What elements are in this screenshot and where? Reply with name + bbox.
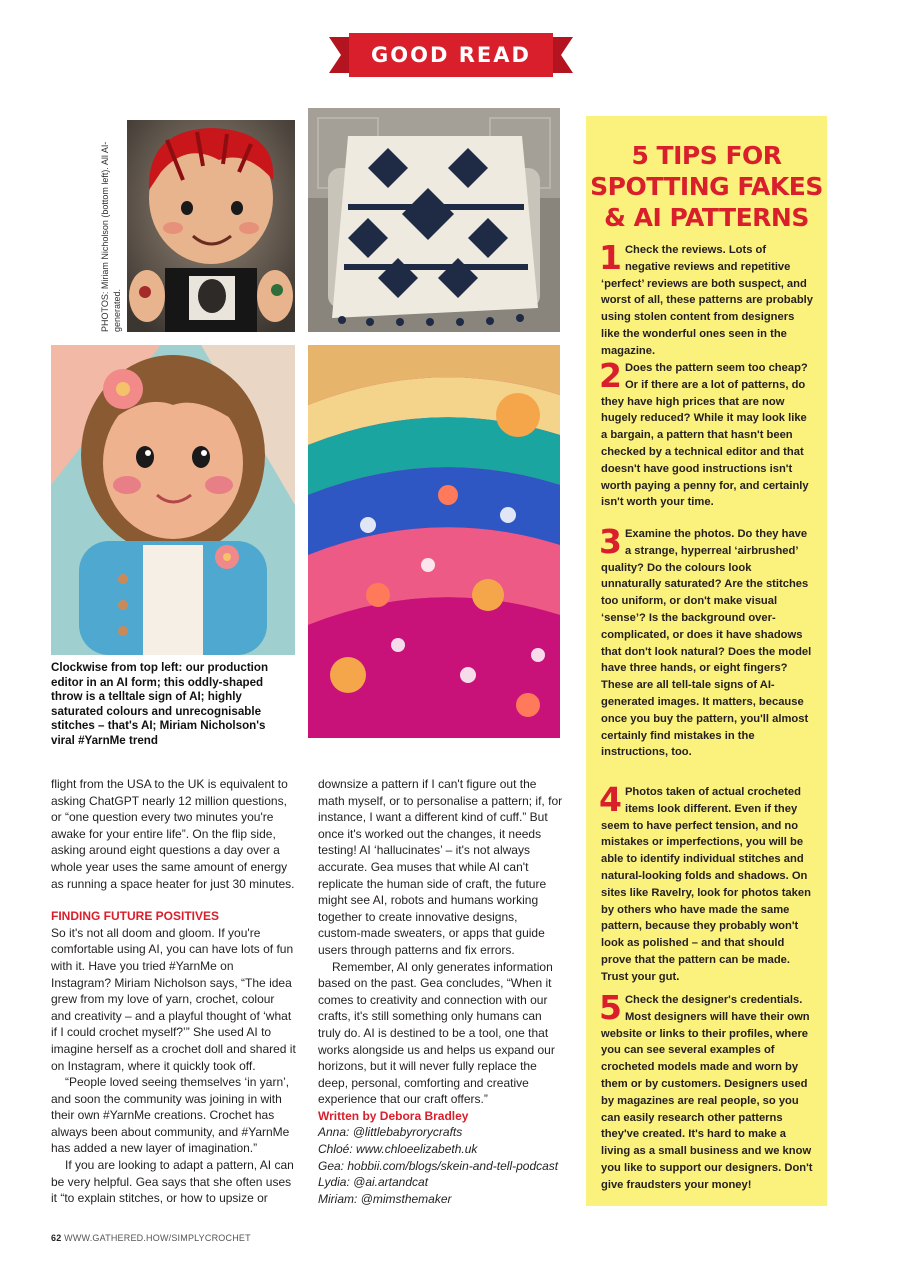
article-column-1: [51, 776, 296, 1207]
paragraph: Remember, AI only generates information based on the past. Gea concludes, “When it comes to creativity and connection with our crafts, it's still something only humans can truly do. AI is destined to be a tool, one that works alongside us and helps us expand our horizons, but it will never fully replace the deep, personal, comforting and creative experience that our craft offers.”: [318, 959, 555, 1107]
contributor-credit: Miriam: @mimsthemaker: [318, 1191, 452, 1206]
photo-saturated-stitches: [308, 345, 560, 738]
photo-ai-doll-editor: [127, 120, 295, 332]
paragraph: If you are looking to adapt a pattern, AI can be very helpful. Gea says that she often uses it “to explain stitches, or how to upsize or: [51, 1158, 294, 1206]
paragraph: flight from the USA to the UK is equivalent to asking ChatGPT nearly 12 million questions, or “one question every two minutes you're awake for your entire life”. On the flip side, asking around eight questions a day over a whole year uses the same amount of energy as running a space heater for just 30 minutes.: [51, 777, 295, 891]
paragraph: “People loved seeing themselves ‘in yarn’, and soon the community was joining in with their own #YarnMe creations. Crochet has always been about community, and #YarnMe has added a new layer of imagination.”: [51, 1075, 290, 1156]
tip-text: Does the pattern seem too cheap? Or if there are a lot of patterns, do they have high prices that are now hugely reduced? While it may look like a bargain, a pattern that hasn't been checked by a technical editor and that doesn't have good instructions isn't worth paying a penny for, and certainly isn't worth your time.: [601, 362, 809, 509]
tip-item: [599, 356, 813, 511]
tip-item: [599, 522, 813, 761]
tips-title: 5 TIPS FOR SPOTTING FAKES & AI PATTERNS: [590, 141, 823, 232]
section-banner: [329, 33, 573, 77]
page-footer: [51, 1233, 251, 1243]
author-byline: Written by Debora Bradley: [318, 1108, 469, 1123]
contributor-credit: Gea: hobbii.com/blogs/skein-and-tell-podcast: [318, 1158, 559, 1173]
tip-item: [599, 988, 813, 1194]
tip-item: [599, 780, 813, 986]
tip-number: 3: [599, 522, 622, 561]
tip-number: 2: [599, 356, 622, 395]
tip-item: [599, 238, 813, 360]
photo-caption: Clockwise from top left: our production editor in an AI form; this oddly-shaped throw is a telltale sign of AI; highly saturated colours and unrecognisable stitches – that's AI; Miriam Nicholson's viral #YarnMe trend: [51, 661, 269, 747]
tip-number: 5: [599, 988, 622, 1027]
paragraph: downsize a pattern if I can't figure out the math myself, or to personalise a pattern; if, for instance, I want a different kind of cuff.” But once it's worked out the changes, it needs testing! AI ‘hallucinates’ – it's not always accurate. Gea muses that while AI can't replicate the human side of craft, the future might see AI, robots and humans working together to create innovative designs, custom-made sweaters, or apps that guide users through patterns and fix errors.: [318, 777, 563, 957]
tip-text: Check the reviews. Lots of negative reviews and repetitive ‘perfect’ reviews are both suspect, and worst of all, these patterns are probably using stolen content from designers like the wonderful ones seen in the magazine.: [601, 244, 813, 357]
tip-text: Check the designer's credentials. Most designers will have their own website or links to their profiles, where you can see several examples of crocheted models made and worn by them or by customers. Designers used by magazines are real people, so you can easily research other patterns they've created. It's hard to make a living as a small business and we know you like to support our designers. Don't give fraudsters your money!: [601, 994, 813, 1191]
paragraph: So it's not all doom and gloom. If you're comfortable using AI, you can have lots of fun with it. Have you tried #YarnMe on Instagram? Miriam Nicholson says, “The idea grew from my love of yarn, crochet, colour and creativity – and a playful thought of ‘what if I could crochet myself?’” She used AI to imagine herself as a crochet doll and shared it on Instagram, where it quickly took off.: [51, 925, 296, 1073]
photo-geometric-throw: [308, 108, 560, 332]
page-number: 62: [51, 1233, 62, 1243]
contributor-credit: Lydia: @ai.artandcat: [318, 1175, 429, 1190]
subheading: FINDING FUTURE POSITIVES: [51, 909, 220, 924]
contributor-credit: Anna: @littlebabyrorycrafts: [318, 1125, 463, 1140]
photo-credit: PHOTOS: Miriam Nicholson (bottom left). All AI-generated.: [100, 141, 122, 332]
contributor-credit: Chloé: www.chloeelizabeth.uk: [318, 1142, 478, 1157]
tip-text: Photos taken of actual crocheted items look different. Even if they seem to have perfect tension, and no mistakes or imperfections, you will be able to identify individual stitches and natural-looking folds and shadows. On sites like Ravelry, look for photos taken by others who have made the same pattern, because they probably won't look as polished – and that should prove that the pattern can be made. Trust your gut.: [601, 786, 811, 983]
tip-number: 1: [599, 238, 622, 277]
tip-number: 4: [599, 780, 622, 819]
article-column-2: [318, 776, 563, 1207]
photo-yarnme-doll: [51, 345, 295, 655]
footer-url: WWW.GATHERED.HOW/SIMPLYCROCHET: [64, 1233, 251, 1243]
section-label: GOOD READ: [371, 43, 531, 67]
tip-text: Examine the photos. Do they have a strange, hyperreal ‘airbrushed’ quality? Do the colours look unnaturally saturated? Are the stitches too uniform, or don't make visual ‘sense’? Is the background over-complicated, or does it have shadows that don't look natural? Does the model have three hands, or eight fingers? These are all tell-tale signs of AI-generated images. It matters, because once you buy the pattern, you'll almost certainly find mistakes in the instructions, too.: [601, 528, 812, 759]
tips-sidebar: [586, 116, 827, 1206]
